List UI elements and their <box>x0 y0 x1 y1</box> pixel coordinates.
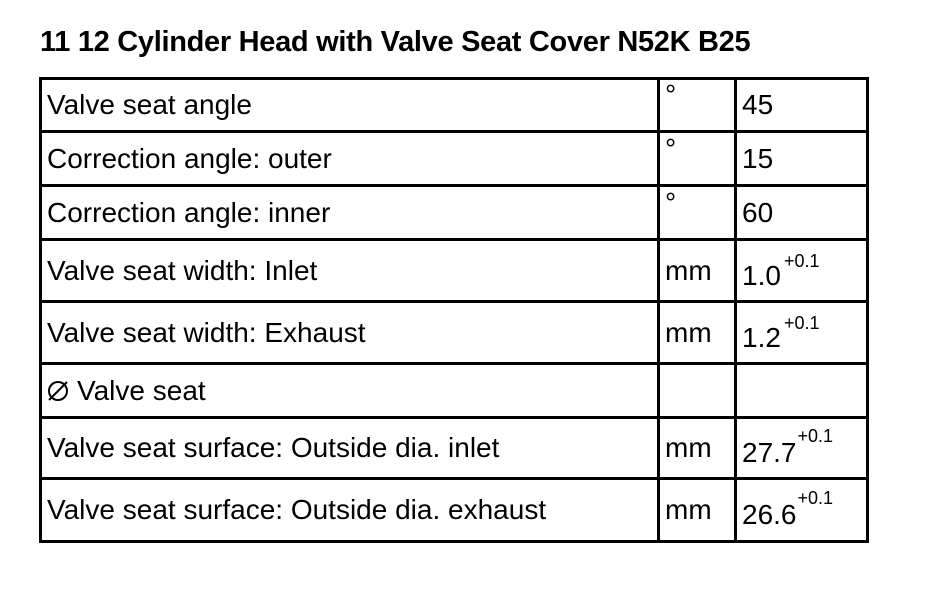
row-label: Valve seat surface: Outside dia. exhaust <box>41 479 659 542</box>
value-text: 45 <box>742 89 774 120</box>
row-unit: mm <box>659 418 736 479</box>
row-label: Valve seat angle <box>41 79 659 132</box>
tolerance-superscript: +0.1 <box>783 250 820 271</box>
value-text: 27.7 <box>742 437 797 468</box>
table-row <box>41 132 868 186</box>
unit-text: ° <box>665 132 677 164</box>
table-row <box>41 240 868 302</box>
row-label <box>41 364 659 418</box>
table-row <box>41 418 868 479</box>
row-value <box>736 79 868 132</box>
tolerance-superscript: +0.1 <box>797 488 834 508</box>
row-value <box>736 132 868 186</box>
value-text: 15 <box>742 142 774 174</box>
document-title: 11 12 Cylinder Head with Valve Seat Cover N52K B25 <box>40 26 751 58</box>
row-value <box>736 186 868 240</box>
row-unit <box>659 364 736 418</box>
row-label: Correction angle: outer <box>41 132 659 186</box>
row-value <box>736 479 868 542</box>
table-row <box>41 302 868 364</box>
table-row <box>41 186 868 240</box>
unit-text: ° <box>665 79 677 110</box>
row-value <box>736 418 868 479</box>
row-unit: mm <box>659 240 736 302</box>
row-unit: mm <box>659 302 736 364</box>
value-text: 1.0 <box>742 259 781 291</box>
row-label-text: Valve seat <box>77 374 206 406</box>
table-row <box>41 79 868 132</box>
row-value <box>736 364 868 418</box>
diameter-icon <box>47 379 69 401</box>
row-label: Valve seat width: Exhaust <box>41 302 659 364</box>
row-label: Correction angle: inner <box>41 186 659 240</box>
row-unit <box>659 79 736 132</box>
row-unit: mm <box>659 479 736 542</box>
tolerance-superscript: +0.1 <box>797 426 834 446</box>
row-label: Valve seat surface: Outside dia. inlet <box>41 418 659 479</box>
row-label: Valve seat width: Inlet <box>41 240 659 302</box>
row-value <box>736 302 868 364</box>
row-value <box>736 240 868 302</box>
spec-table <box>39 77 869 543</box>
value-text: 1.2 <box>742 321 781 353</box>
table-row <box>41 479 868 542</box>
tolerance-superscript: +0.1 <box>783 312 820 333</box>
table-row <box>41 364 868 418</box>
value-text: 26.6 <box>742 499 797 530</box>
row-unit <box>659 186 736 240</box>
row-unit <box>659 132 736 186</box>
unit-text: ° <box>665 186 677 218</box>
value-text: 60 <box>742 196 774 228</box>
